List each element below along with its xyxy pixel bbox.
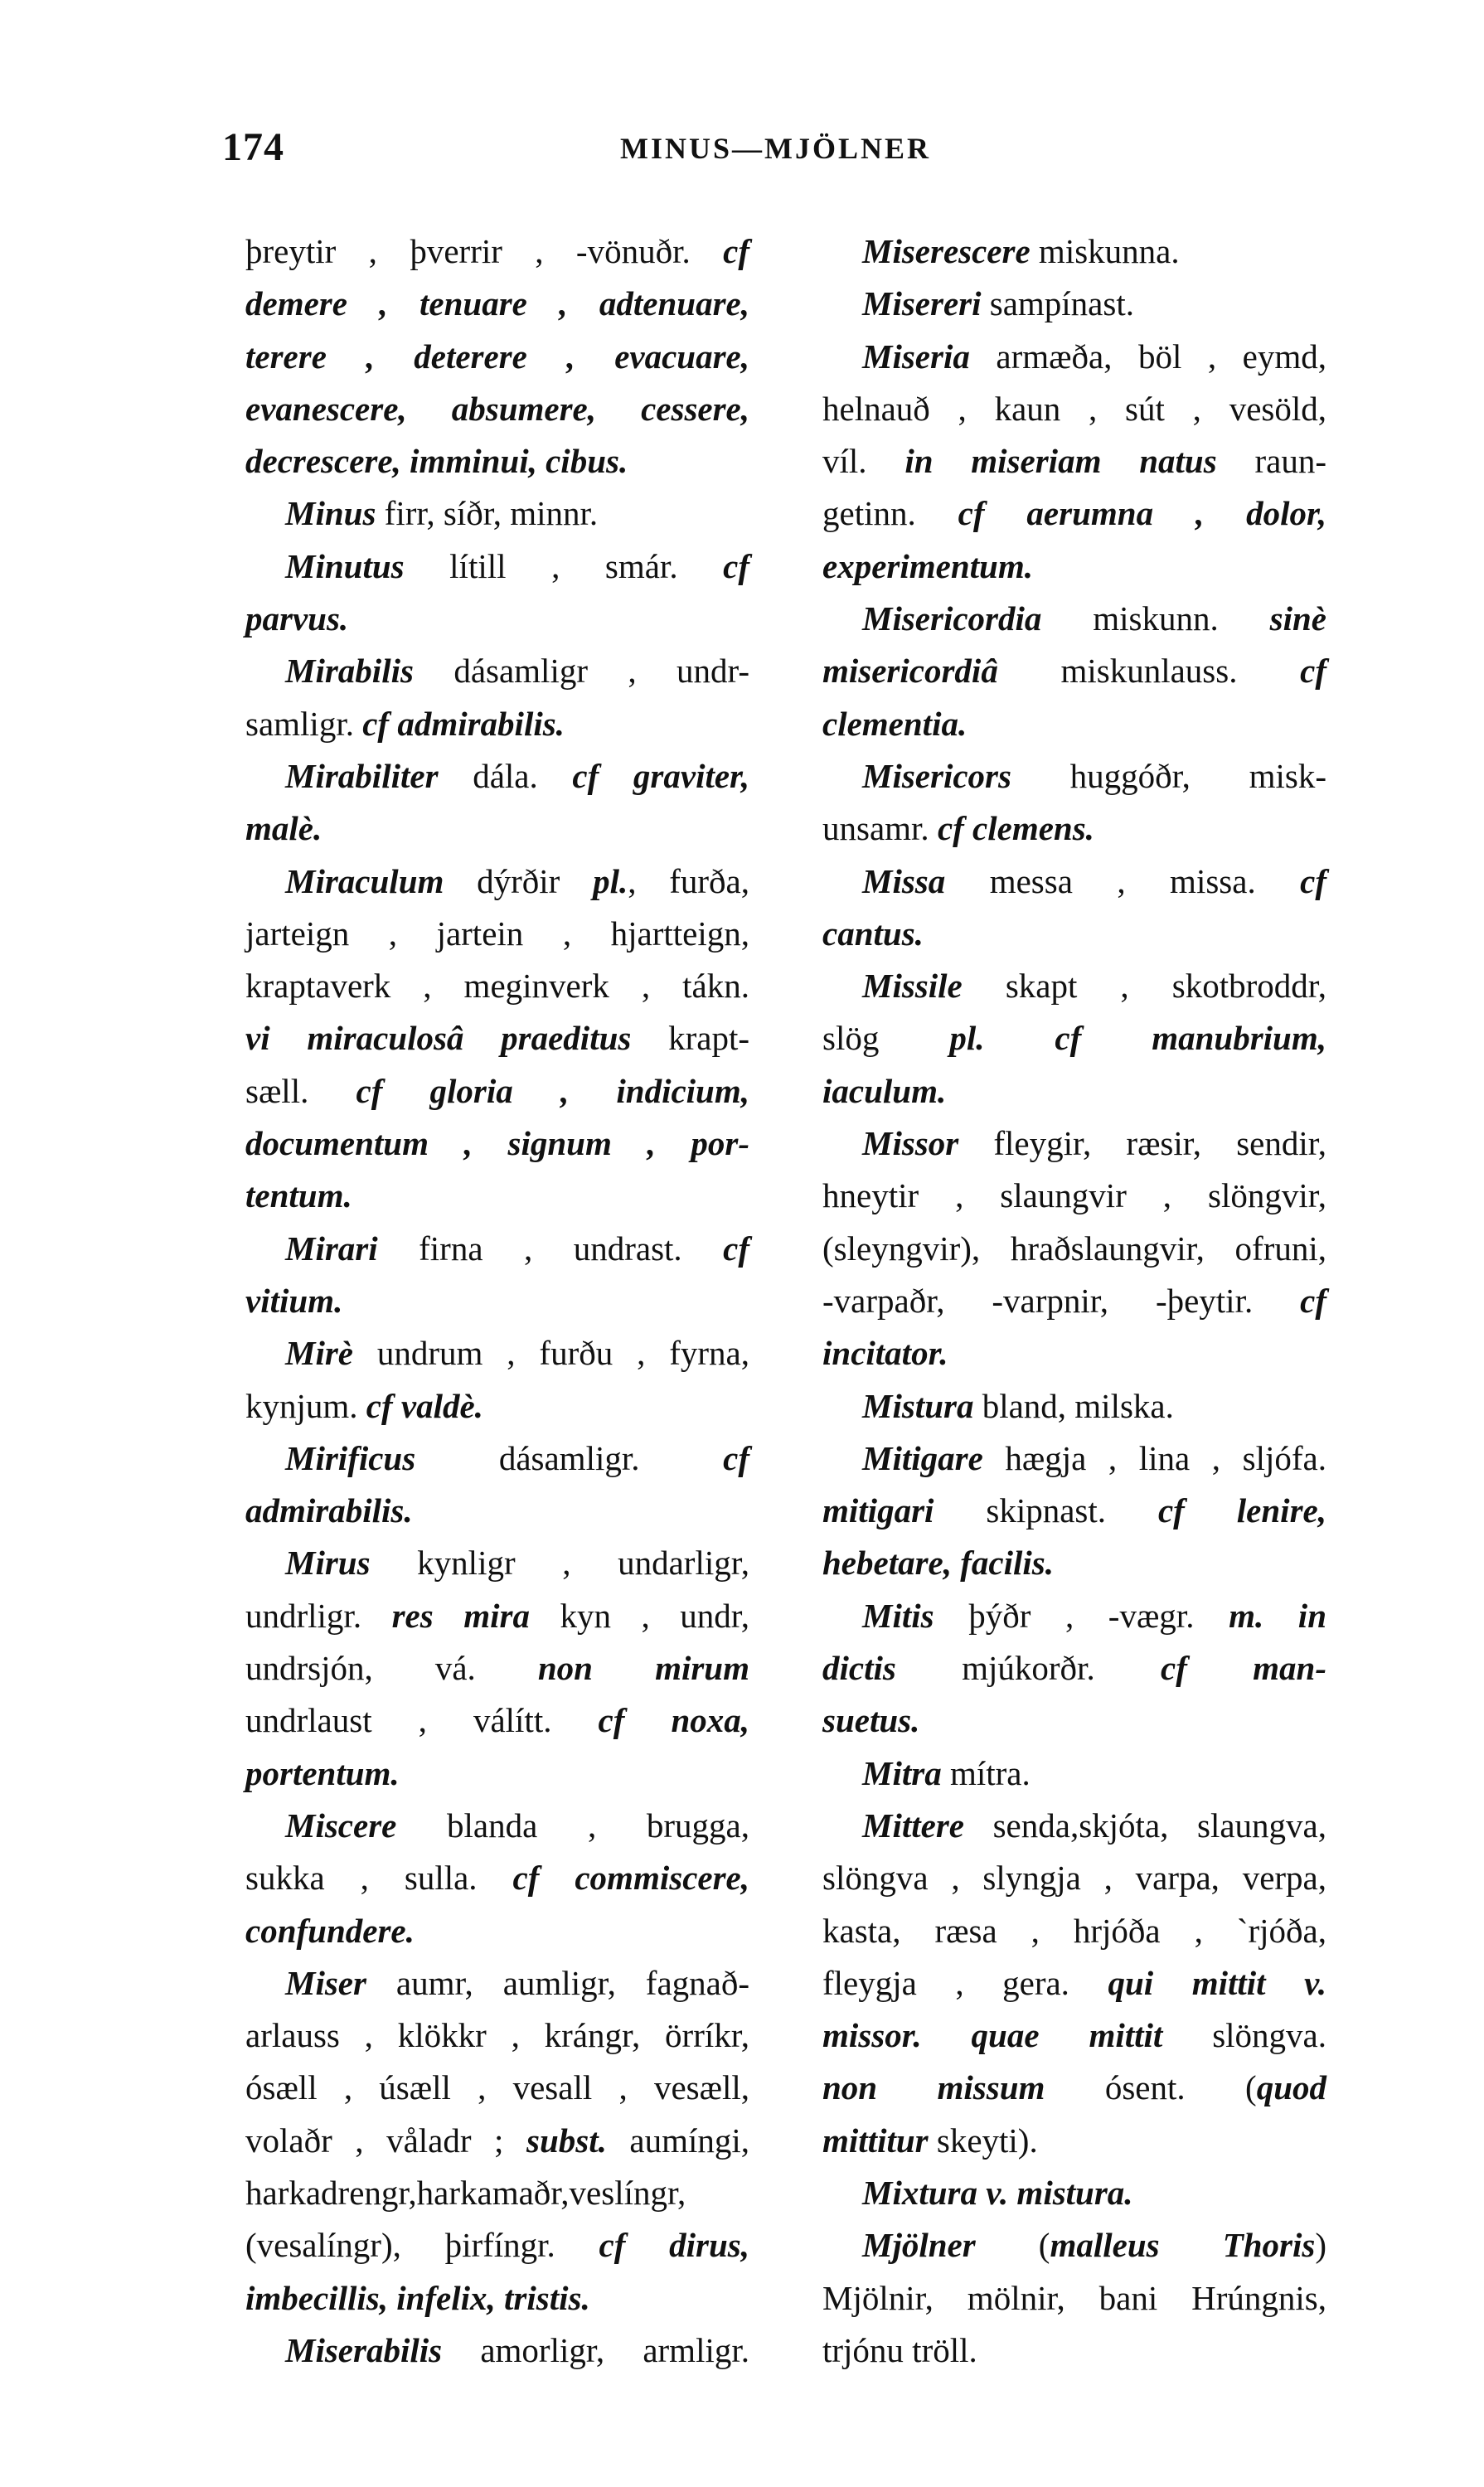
text-line xyxy=(822,331,1326,383)
latin-italic-text: decrescere, imminui, cibus. xyxy=(245,442,628,481)
icelandic-text: dásamligr. xyxy=(415,1438,724,1477)
text-line xyxy=(245,1537,749,1589)
icelandic-text: ( xyxy=(975,2226,1050,2265)
text-line xyxy=(245,645,749,697)
latin-italic-text: cf xyxy=(723,1438,749,1477)
icelandic-text: sæll. xyxy=(245,1071,356,1110)
text-line xyxy=(245,331,749,383)
text-line xyxy=(245,2115,749,2167)
text-line xyxy=(822,750,1326,802)
latin-italic-text: vitium. xyxy=(245,1281,343,1320)
text-line xyxy=(245,856,749,908)
latin-italic-text: imbecillis, infelix, tristis. xyxy=(245,2278,590,2317)
icelandic-text: undrligr. xyxy=(245,1596,392,1635)
text-line xyxy=(822,1223,1326,1275)
text-line xyxy=(245,541,749,593)
text-line xyxy=(245,2219,749,2271)
latin-italic-text: cf admirabilis. xyxy=(362,704,565,743)
latin-italic-text: m. in xyxy=(1229,1596,1327,1635)
text-line xyxy=(245,1170,749,1222)
latin-italic-text: cf dirus, xyxy=(599,2226,749,2265)
icelandic-text: harkadrengr,harkamaðr,veslíngr, xyxy=(245,2173,686,2212)
text-line xyxy=(245,2272,749,2325)
icelandic-text: skapt , skotbroddr, xyxy=(962,967,1326,1006)
icelandic-text: helnauð , kaun , sút , vesöld, xyxy=(822,389,1326,428)
icelandic-text: messa , missa. xyxy=(945,861,1301,900)
headword: Mitigare xyxy=(862,1438,983,1477)
icelandic-text: (vesalíngr), þirfíngr. xyxy=(245,2226,599,2265)
headword: Misericordia xyxy=(862,599,1042,638)
icelandic-text: kynligr , undarligr, xyxy=(370,1544,749,1583)
text-line xyxy=(245,2009,749,2062)
page-number: 174 xyxy=(222,125,284,169)
icelandic-text: dála. xyxy=(438,756,573,795)
latin-italic-text: malleus Thoris xyxy=(1050,2226,1316,2265)
latin-italic-text: cf xyxy=(1300,861,1326,900)
icelandic-text: bland, milska. xyxy=(973,1386,1174,1425)
latin-italic-text: evanescere, absumere, cessere, xyxy=(245,389,749,428)
icelandic-text: sampínast. xyxy=(981,284,1134,323)
latin-italic-text: cf aerumna , dolor, xyxy=(958,494,1326,533)
headword: Miscere xyxy=(285,1806,397,1845)
headword: Mirus xyxy=(285,1544,371,1583)
text-line xyxy=(822,278,1326,330)
latin-italic-text: sinè xyxy=(1269,599,1326,638)
text-line xyxy=(245,1117,749,1170)
text-line xyxy=(822,383,1326,435)
headword: Mitis xyxy=(862,1596,934,1635)
headword: Missa xyxy=(862,861,946,900)
text-line xyxy=(822,698,1326,750)
text-line xyxy=(245,435,749,487)
latin-italic-text: mitigari xyxy=(822,1491,934,1530)
text-line xyxy=(245,1380,749,1433)
latin-italic-text: incitator. xyxy=(822,1334,948,1373)
icelandic-text: jarteign , jartein , hjartteign, xyxy=(245,914,749,953)
latin-italic-text: cf noxa, xyxy=(598,1701,749,1740)
headword: Misereri xyxy=(862,284,982,323)
latin-italic-text: mittitur xyxy=(822,2121,929,2160)
latin-italic-text: missor. quae mittit xyxy=(822,2016,1163,2055)
icelandic-text: (sleyngvir), hraðslaungvir, ofruni, xyxy=(822,1229,1326,1268)
latin-italic-text: vi miraculosâ praeditus xyxy=(245,1019,632,1058)
icelandic-text: -varpaðr, -varpnir, -þeytir. xyxy=(822,1281,1301,1320)
text-line xyxy=(245,1905,749,1957)
icelandic-text: fleygja , gera. xyxy=(822,1963,1108,2002)
icelandic-text: senda,skjóta, slaungva, xyxy=(963,1806,1326,1845)
text-line xyxy=(822,2062,1326,2114)
latin-italic-text: parvus. xyxy=(245,599,349,638)
icelandic-text: ósent. ( xyxy=(1045,2068,1257,2107)
latin-italic-text: cf graviter, xyxy=(572,756,749,795)
icelandic-text: kasta, ræsa , hrjóða , `rjóða, xyxy=(822,1911,1326,1950)
text-line xyxy=(245,383,749,435)
headword: Misericors xyxy=(862,756,1011,795)
text-line xyxy=(245,1748,749,1800)
headword: Mixtura v. mistura. xyxy=(862,2173,1133,2212)
text-line xyxy=(822,1170,1326,1222)
text-line xyxy=(245,278,749,330)
icelandic-text: arlauss , klökkr , krángr, örríkr, xyxy=(245,2016,749,2055)
icelandic-text: getinn. xyxy=(822,494,958,533)
icelandic-text: þreytir , þverrir , -vönuðr. xyxy=(245,232,724,270)
icelandic-text: slöngva. xyxy=(1162,2016,1326,2055)
headword: Mitra xyxy=(862,1753,942,1792)
text-line xyxy=(822,2167,1326,2219)
headword: Mirabiliter xyxy=(285,756,439,795)
headword: Minutus xyxy=(285,546,405,585)
icelandic-text: amorligr, armligr. xyxy=(442,2330,749,2369)
latin-italic-text: res mira xyxy=(391,1596,530,1635)
icelandic-text: slöngva , slyngja , varpa, verpa, xyxy=(822,1859,1326,1898)
text-line xyxy=(245,1433,749,1485)
text-line xyxy=(822,856,1326,908)
latin-italic-text: confundere. xyxy=(245,1911,415,1950)
latin-italic-text: dictis xyxy=(822,1649,896,1688)
text-line xyxy=(822,225,1326,278)
headword: Mittere xyxy=(862,1806,964,1845)
text-line xyxy=(822,1275,1326,1327)
text-line xyxy=(245,2167,749,2219)
text-line xyxy=(822,2009,1326,2062)
running-head: MINUS—MJÖLNER xyxy=(620,132,932,165)
latin-italic-text: cf xyxy=(723,546,749,585)
icelandic-text: samligr. xyxy=(245,704,363,743)
text-line xyxy=(245,1223,749,1275)
latin-italic-text: documentum , signum , por- xyxy=(245,1124,749,1163)
text-line xyxy=(822,1537,1326,1589)
icelandic-text: kynjum. xyxy=(245,1386,366,1425)
icelandic-text: kyn , undr, xyxy=(529,1596,749,1635)
icelandic-text: armæða, böl , eymd, xyxy=(969,337,1326,376)
text-line xyxy=(245,2062,749,2114)
icelandic-text: undrlaust , válítt. xyxy=(245,1701,599,1740)
icelandic-text: miskunn. xyxy=(1041,599,1270,638)
text-line xyxy=(245,802,749,855)
latin-italic-text: subst. xyxy=(526,2121,607,2160)
icelandic-text: ) xyxy=(1315,2226,1327,2265)
text-line xyxy=(245,1485,749,1537)
text-line xyxy=(822,1957,1326,2009)
text-line xyxy=(822,645,1326,697)
text-line xyxy=(245,2325,749,2377)
latin-italic-text: cf xyxy=(1300,1281,1326,1320)
headword: Miraculum xyxy=(285,861,444,900)
headword: Miserabilis xyxy=(285,2330,443,2369)
text-line xyxy=(245,1327,749,1379)
icelandic-text: huggóðr, misk- xyxy=(1011,756,1326,795)
text-line xyxy=(822,1800,1326,1852)
text-line xyxy=(822,2219,1326,2271)
text-line xyxy=(822,2272,1326,2325)
latin-italic-text: cf lenire, xyxy=(1157,1491,1326,1530)
text-line xyxy=(822,1642,1326,1694)
text-line xyxy=(245,1275,749,1327)
icelandic-text: , furða, xyxy=(628,861,749,900)
icelandic-text: mjúkorðr. xyxy=(895,1649,1161,1688)
text-line xyxy=(245,1590,749,1642)
headword: Miserescere xyxy=(862,232,1031,270)
text-line xyxy=(822,1117,1326,1170)
latin-italic-text: non mirum xyxy=(537,1649,749,1688)
headword: Mirè xyxy=(285,1334,353,1373)
latin-italic-text: hebetare, facilis. xyxy=(822,1544,1054,1583)
icelandic-text: þýðr , -vægr. xyxy=(934,1596,1229,1635)
text-line xyxy=(245,698,749,750)
icelandic-text: dásamligr , undr- xyxy=(413,652,749,691)
headword: Minus xyxy=(285,494,376,533)
icelandic-text: miskunna. xyxy=(1030,232,1180,270)
text-line xyxy=(245,750,749,802)
text-line xyxy=(245,1800,749,1852)
headword: Mirari xyxy=(285,1229,378,1268)
right-column xyxy=(822,225,1326,2377)
latin-italic-text: in miseriam natus xyxy=(904,442,1217,481)
text-line xyxy=(822,541,1326,593)
icelandic-text: slög xyxy=(822,1019,950,1058)
text-line xyxy=(822,1065,1326,1117)
latin-italic-text: terere , deterere , evacuare, xyxy=(245,337,749,376)
latin-italic-text: suetus. xyxy=(822,1701,920,1740)
text-line xyxy=(822,1748,1326,1800)
latin-italic-text: cf gloria , indicium, xyxy=(356,1071,749,1110)
icelandic-text: fleygir, ræsir, sendir, xyxy=(958,1124,1326,1163)
latin-italic-text: clementia. xyxy=(822,704,968,743)
icelandic-text: firr, síðr, minnr. xyxy=(376,494,599,533)
latin-italic-text: cf commiscere, xyxy=(512,1859,749,1898)
icelandic-text: lítill , smár. xyxy=(404,546,724,585)
headword: Mistura xyxy=(862,1386,974,1425)
text-line xyxy=(822,1590,1326,1642)
icelandic-text: volaðr , våladr ; xyxy=(245,2121,526,2160)
latin-italic-text: cf man- xyxy=(1161,1649,1326,1688)
icelandic-text: krapt- xyxy=(631,1019,749,1058)
text-line xyxy=(822,1694,1326,1747)
icelandic-text: firna , undrast. xyxy=(377,1229,724,1268)
icelandic-text: blanda , brugga, xyxy=(396,1806,749,1845)
text-line xyxy=(822,1485,1326,1537)
text-line xyxy=(822,2115,1326,2167)
latin-italic-text: experimentum. xyxy=(822,546,1033,585)
text-line xyxy=(245,1642,749,1694)
latin-italic-text: pl. cf manubrium, xyxy=(949,1019,1326,1058)
text-line xyxy=(822,2325,1326,2377)
headword: Mjölner xyxy=(862,2226,976,2265)
text-line xyxy=(245,593,749,645)
icelandic-text: hneytir , slaungvir , slöngvir, xyxy=(822,1176,1326,1215)
text-line xyxy=(245,1065,749,1117)
headword: Missor xyxy=(862,1124,959,1163)
icelandic-text: kraptaverk , meginverk , tákn. xyxy=(245,967,749,1006)
text-line xyxy=(822,487,1326,540)
latin-italic-text: cf xyxy=(723,1229,749,1268)
text-line xyxy=(245,908,749,960)
icelandic-text: undrsjón, vá. xyxy=(245,1649,538,1688)
latin-italic-text: cf xyxy=(723,232,749,270)
latin-italic-text: non missum xyxy=(822,2068,1045,2107)
icelandic-text: ósæll , úsæll , vesall , vesæll, xyxy=(245,2068,749,2107)
text-line xyxy=(822,1433,1326,1485)
latin-italic-text: malè. xyxy=(245,809,323,848)
icelandic-text: dýrðir xyxy=(444,861,594,900)
headword: Miseria xyxy=(862,337,970,376)
left-column xyxy=(245,225,749,2377)
latin-italic-text: cf clemens. xyxy=(937,809,1094,848)
latin-italic-text: admirabilis. xyxy=(245,1491,413,1530)
headword: Missile xyxy=(862,967,963,1006)
latin-italic-text: cantus. xyxy=(822,914,924,953)
text-line xyxy=(245,225,749,278)
icelandic-text: hægja , lina , sljófa. xyxy=(982,1438,1326,1477)
text-line xyxy=(245,960,749,1012)
icelandic-text: aumr, aumligr, fagnað- xyxy=(366,1963,749,2002)
icelandic-text: miskunlauss. xyxy=(997,652,1301,691)
icelandic-text: skipnast. xyxy=(934,1491,1158,1530)
text-line xyxy=(822,593,1326,645)
text-line xyxy=(822,1905,1326,1957)
latin-italic-text: demere , tenuare , adtenuare, xyxy=(245,284,749,323)
icelandic-text: mítra. xyxy=(941,1753,1031,1792)
latin-italic-text: quod xyxy=(1256,2068,1326,2107)
text-line xyxy=(822,1327,1326,1379)
icelandic-text: víl. xyxy=(822,442,905,481)
text-line xyxy=(245,1957,749,2009)
icelandic-text: Mjölnir, mölnir, bani Hrúngnis, xyxy=(822,2278,1326,2317)
icelandic-text: undrum , furðu , fyrna, xyxy=(353,1334,749,1373)
text-line xyxy=(822,1380,1326,1433)
latin-italic-text: misericordiâ xyxy=(822,652,998,691)
latin-italic-text: pl. xyxy=(593,861,628,900)
latin-italic-text: cf valdè. xyxy=(366,1386,483,1425)
text-line xyxy=(822,908,1326,960)
icelandic-text: sukka , sulla. xyxy=(245,1859,513,1898)
latin-italic-text: iaculum. xyxy=(822,1071,947,1110)
text-line xyxy=(822,1852,1326,1904)
headword: Mirificus xyxy=(285,1438,416,1477)
icelandic-text: aumíngi, xyxy=(606,2121,750,2160)
headword: Miser xyxy=(285,1963,366,2002)
icelandic-text: unsamr. xyxy=(822,809,938,848)
headword: Mirabilis xyxy=(285,652,414,691)
icelandic-text: skeyti). xyxy=(928,2121,1038,2160)
text-line xyxy=(245,487,749,540)
latin-italic-text: qui mittit v. xyxy=(1108,1963,1326,2002)
text-line xyxy=(822,1012,1326,1064)
text-line xyxy=(245,1012,749,1064)
text-line xyxy=(245,1694,749,1747)
text-line xyxy=(822,960,1326,1012)
text-line xyxy=(245,1852,749,1904)
latin-italic-text: cf xyxy=(1300,652,1326,691)
icelandic-text: raun- xyxy=(1216,442,1326,481)
latin-italic-text: tentum. xyxy=(245,1176,352,1215)
icelandic-text: trjónu tröll. xyxy=(822,2330,977,2369)
text-line xyxy=(822,435,1326,487)
text-line xyxy=(822,802,1326,855)
latin-italic-text: portentum. xyxy=(245,1753,400,1792)
